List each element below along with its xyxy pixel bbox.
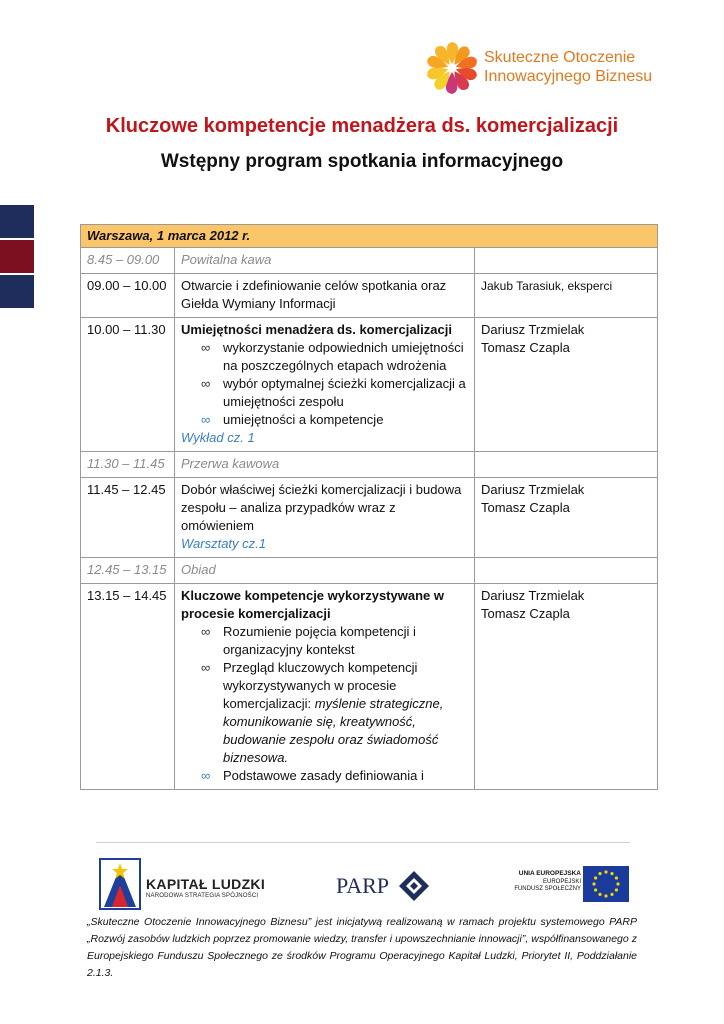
speaker-name: Dariusz Trzmielak	[481, 588, 585, 603]
side-color-bars	[0, 205, 34, 310]
session-note: Warsztaty cz.1	[181, 536, 267, 551]
speaker-cell	[475, 248, 658, 274]
speaker-cell: Jakub Tarasiuk, eksperci	[475, 274, 658, 318]
topic-cell	[175, 478, 475, 558]
parp-text: PARP	[336, 873, 390, 898]
topic-cell: Obiad	[175, 558, 475, 584]
brand-text	[484, 48, 652, 86]
schedule-header: Warszawa, 1 marca 2012 r.	[81, 225, 658, 248]
infinity-bullet-icon: ∞	[201, 412, 211, 427]
topic-heading: Umiejętności menadżera ds. komercjalizacji	[181, 322, 452, 337]
topic-cell: Otwarcie i zdefiniowanie celów spotkania oraz Giełda Wymiany Informacji	[175, 274, 475, 318]
speaker-name: Tomasz Czapla	[481, 606, 570, 621]
list-item	[201, 411, 468, 429]
time-cell: 11.45 – 12.45	[81, 478, 175, 558]
table-row	[81, 558, 658, 584]
parp-logo	[336, 868, 432, 904]
eu-logo	[507, 866, 637, 906]
list-item-italic-text: myślenie strategiczne, komunikowanie się, kreatywność, budowanie zespołu oraz świadomość biznesowa.	[223, 696, 444, 765]
brand-line-1: Skuteczne Otoczenie	[484, 49, 636, 66]
eu-subtext-line-2: FUNDUSZ SPOŁECZNY	[514, 886, 581, 892]
sun-flower-logo-icon	[424, 40, 480, 96]
speaker-name: Tomasz Czapla	[481, 500, 570, 515]
list-item-text: wykorzystanie odpowiednich umiejętności na poszczególnych etapach wdrożenia	[223, 340, 464, 373]
time-cell: 13.15 – 14.45	[81, 584, 175, 790]
footer-note: „Skuteczne Otoczenie Innowacyjnego Biznesu” jest inicjatywą realizowaną w ramach projektu systemowego PARP „Rozwój zasobów ludzkich poprzez promowanie wiedzy, transfer i upowszechnianie innowacji”, współfinansowanego z Europejskiego Funduszu Społecznego ze środków Programu Operacyjnego Kapitał Ludzki, Priorytet II, Poddziałanie 2.1.3.	[87, 916, 637, 979]
topic-cell	[175, 584, 475, 790]
eu-text: UNIA EUROPEJSKA	[518, 870, 581, 877]
list-item-text: Przegląd kluczowych kompetencji wykorzystywanych w procesie komercjalizacji:	[223, 660, 418, 711]
schedule-header-row	[81, 225, 658, 248]
list-item-text: Rozumienie pojęcia kompetencji i organizacyjny kontekst	[223, 624, 416, 657]
table-row	[81, 318, 658, 452]
parp-diamond-icon	[398, 870, 430, 902]
infinity-bullet-icon: ∞	[201, 340, 211, 355]
topic-cell	[175, 318, 475, 452]
speaker-name: Dariusz Trzmielak	[481, 322, 585, 337]
infinity-bullet-icon: ∞	[201, 376, 211, 391]
infinity-bullet-icon: ∞	[201, 624, 211, 639]
time-cell: 11.30 – 11.45	[81, 452, 175, 478]
speaker-cell	[475, 478, 658, 558]
brand-logo	[424, 40, 664, 100]
side-bar-navy-2	[0, 275, 34, 308]
speaker-name: Dariusz Trzmielak	[481, 482, 585, 497]
list-item-text: wybór optymalnej ścieżki komercjalizacji a umiejętności zespołu	[223, 376, 466, 409]
table-row	[81, 248, 658, 274]
kapital-ludzki-logo	[98, 857, 278, 913]
time-cell: 12.45 – 13.15	[81, 558, 175, 584]
eu-flag-icon	[583, 866, 629, 902]
speaker-cell	[475, 584, 658, 790]
list-item-text: umiejętności a kompetencje	[223, 412, 384, 427]
speaker-cell	[475, 452, 658, 478]
side-bar-maroon	[0, 240, 34, 273]
table-row	[81, 478, 658, 558]
eu-subtext-line-1: EUROPEJSKI	[542, 879, 581, 885]
time-cell: 10.00 – 11.30	[81, 318, 175, 452]
eu-subtext	[501, 879, 581, 893]
speaker-name: Tomasz Czapla	[481, 340, 570, 355]
topic-heading: Kluczowe kompetencje wykorzystywane w procesie komercjalizacji	[181, 588, 444, 621]
list-item	[201, 659, 468, 767]
time-cell: 8.45 – 09.00	[81, 248, 175, 274]
brand-line-2: Innowacyjnego Biznesu	[484, 68, 653, 85]
table-row	[81, 452, 658, 478]
topic-list	[181, 339, 468, 429]
page-title: Kluczowe kompetencje menadżera ds. komercjalizacji	[105, 115, 619, 137]
topic-list	[181, 623, 468, 785]
speaker-cell	[475, 558, 658, 584]
list-item	[201, 623, 468, 659]
side-bar-navy	[0, 205, 34, 238]
topic-cell: Powitalna kawa	[175, 248, 475, 274]
topic-text: Dobór właściwej ścieżki komercjalizacji i budowa zespołu – analiza przypadków wraz z omówieniem	[181, 482, 462, 533]
time-cell: 09.00 – 10.00	[81, 274, 175, 318]
speaker-cell	[475, 318, 658, 452]
session-note: Wykład cz. 1	[181, 430, 255, 445]
schedule-table	[80, 224, 658, 790]
list-item-text: Podstawowe zasady definiowania i	[223, 768, 424, 783]
list-item	[201, 339, 468, 375]
table-row	[81, 584, 658, 790]
list-item	[201, 767, 468, 785]
infinity-bullet-icon: ∞	[201, 768, 211, 783]
kapital-ludzki-text: KAPITAŁ LUDZKI	[146, 876, 266, 892]
infinity-bullet-icon: ∞	[201, 660, 211, 675]
kapital-ludzki-subtext: NARODOWA STRATEGIA SPÓJNOŚCI	[146, 893, 259, 899]
list-item	[201, 375, 468, 411]
topic-cell: Przerwa kawowa	[175, 452, 475, 478]
footer-divider	[96, 842, 630, 843]
table-row	[81, 274, 658, 318]
kapital-ludzki-emblem-icon	[98, 857, 142, 911]
page-subtitle: Wstępny program spotkania informacyjnego	[160, 151, 564, 172]
